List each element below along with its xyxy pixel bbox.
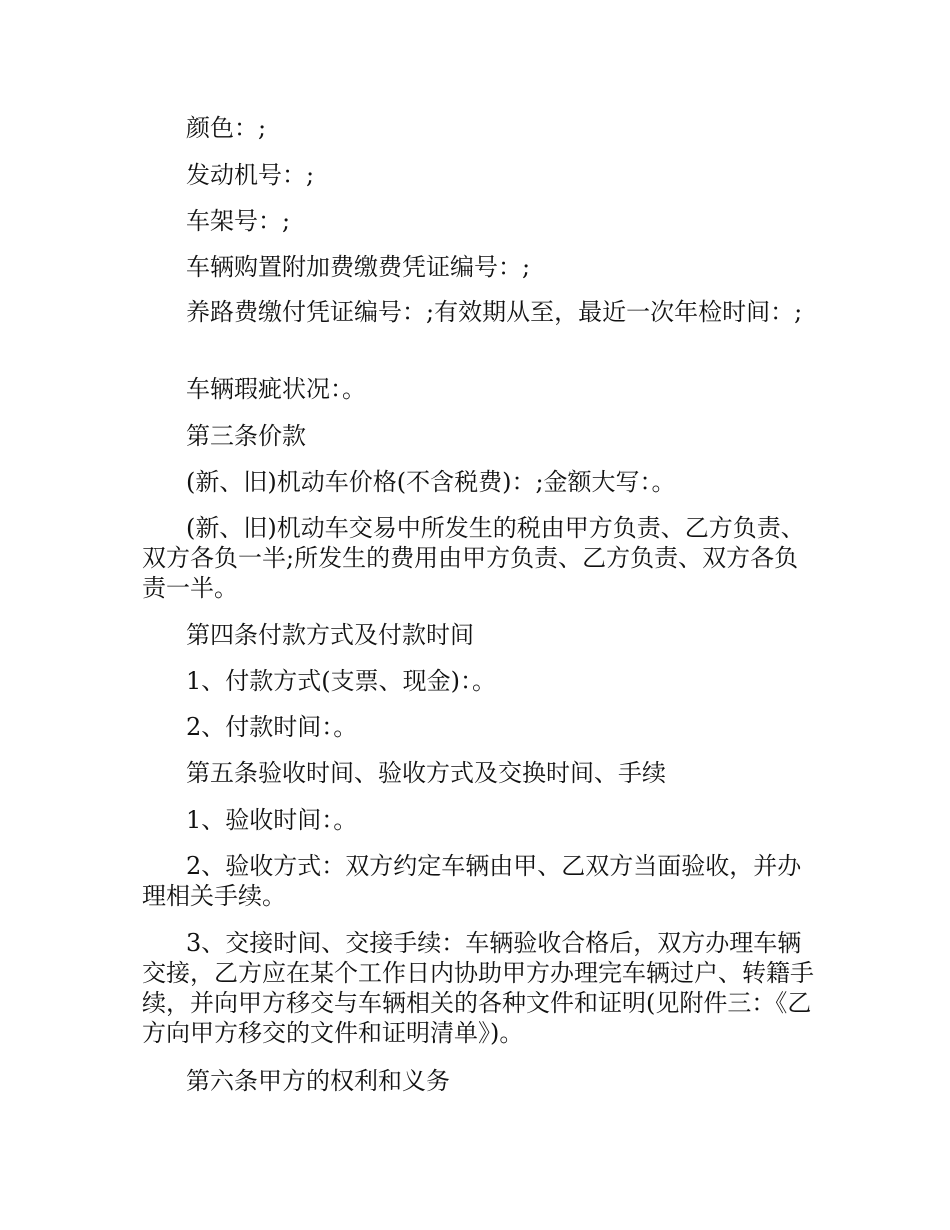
section-heading-price: 第三条价款 — [186, 422, 306, 450]
paragraph-vehicle-defects: 车辆瑕疵状况：。 — [186, 375, 366, 403]
paragraph-purchase-fee-voucher: 车辆购置附加费缴费凭证编号：; — [186, 253, 531, 281]
section-heading-inspection: 第五条验收时间、验收方式及交换时间、手续 — [186, 759, 666, 787]
paragraph-inspection-method: 2、验收方式：双方约定车辆由甲、乙双方当面验收，并办理相关手续。 — [142, 852, 802, 910]
paragraph-handover: 3、交接时间、交接手续：车辆验收合格后，双方办理车辆交接，乙方应在某个工作日内协助甲方办理完车辆过户、转籍手续，并向甲方移交与车辆相关的各种文件和证明(见附件三：《乙方向甲方移交的文件和证明清单》)。 — [142, 929, 814, 1047]
paragraph-payment-time: 2、付款时间：。 — [186, 713, 358, 741]
paragraph-road-fee-voucher: 养路费缴付凭证编号：;有效期从至，最近一次年检时间：; — [186, 298, 803, 326]
paragraph-engine-number: 发动机号：; — [186, 161, 315, 189]
paragraph-tax-fee-responsibility: (新、旧)机动车交易中所发生的税由甲方负责、乙方负责、双方各负一半;所发生的费用由甲方负责、乙方负责、双方各负责一半。 — [142, 514, 805, 602]
paragraph-vehicle-price: (新、旧)机动车价格(不含税费)：;金额大写：。 — [186, 468, 676, 496]
section-heading-party-a-rights: 第六条甲方的权利和义务 — [186, 1067, 450, 1095]
paragraph-payment-method: 1、付款方式(支票、现金)：。 — [186, 667, 496, 695]
paragraph-frame-number: 车架号：; — [186, 207, 291, 235]
paragraph-inspection-time: 1、验收时间：。 — [186, 806, 358, 834]
section-heading-payment: 第四条付款方式及付款时间 — [186, 621, 474, 649]
paragraph-color: 颜色：; — [186, 114, 267, 142]
